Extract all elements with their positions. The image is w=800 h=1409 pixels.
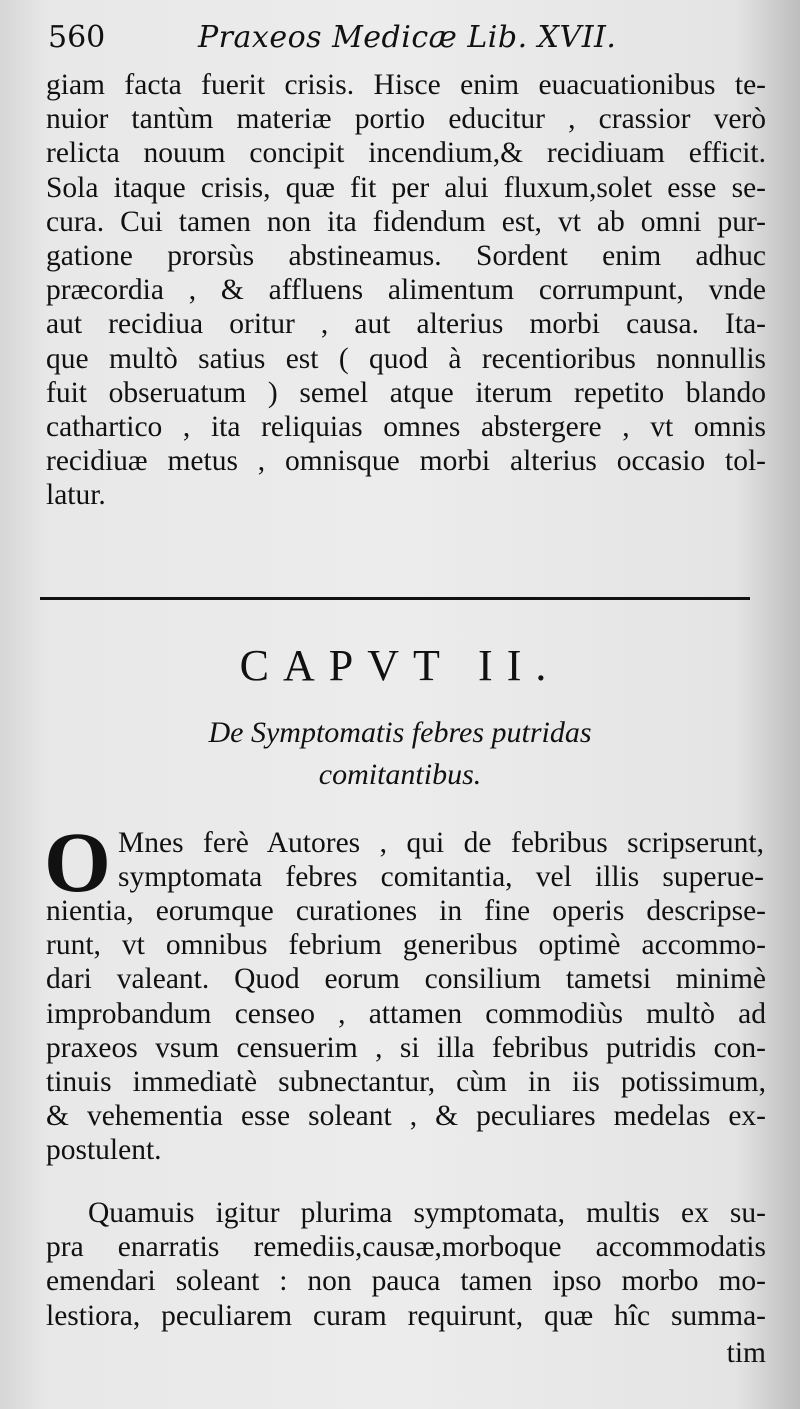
text-line: cathartico , ita reliquias omnes abstergere , vt omnis (46, 411, 766, 444)
text-line: dari valeant. Quod eorum consilium tametsi minimè (46, 963, 766, 996)
paragraph-1 (46, 68, 766, 513)
text-line: gatione prorsùs abstineamus. Sordent enim adhuc (46, 240, 766, 273)
text-line: praxeos vsum censuerim , si illa febribus putridis con- (46, 1031, 766, 1064)
text-line: Quamuis igitur plurima symptomata, multis ex su- (88, 1197, 766, 1229)
chapter-subtitle-continued: comitantibus. (318, 758, 482, 791)
text-line: symptomata febres comitantia, vel illis superue- (118, 861, 764, 894)
text-line: Mnes ferè Autores , qui de febribus scripserunt, (118, 827, 764, 859)
drop-cap-initial: O (44, 814, 111, 910)
running-title: Praxeos Medicæ Lib. XVII. (198, 20, 617, 55)
paragraph-2-indented (118, 826, 764, 894)
text-line: nientia, eorumque curationes in fine operis descripse- (46, 895, 766, 927)
text-line: runt, vt omnibus febrium generibus optimè accommo- (46, 929, 766, 962)
text-line: fuit obseruatum ) semel atque iterum repetito blando (46, 376, 766, 409)
text-line: improbandum censeo , attamen commodiùs multò ad (46, 997, 766, 1030)
text-line: Sola itaque crisis, quæ fit per alui fluxum,solet esse se- (46, 171, 766, 204)
paragraph-2 (46, 894, 766, 1168)
catchword-text: tim (726, 1337, 766, 1369)
catchword (46, 1336, 766, 1370)
text-line: postulent. (46, 1134, 162, 1167)
text-line: aut recidiua oritur , aut alterius morbi causa. Ita- (46, 308, 766, 341)
page-number: 560 (48, 20, 106, 55)
text-line: tinuis immediatè subnectantur, cùm in iis potissimum, (46, 1066, 766, 1099)
text-line: recidiuæ metus , omnisque morbi alterius occasio tol- (46, 445, 766, 478)
chapter-title: CAPVT II. (239, 641, 561, 690)
text-line: cura. Cui tamen non ita fidendum est, vt ab omni pur- (46, 205, 766, 238)
text-line: emendari soleant : non pauca tamen ipso morbo mo- (46, 1265, 766, 1298)
text-line: nuior tantùm materiæ portio educitur , crassior verò (46, 103, 766, 136)
text-line: giam facta fuerit crisis. Hisce enim euacuationibus te- (46, 69, 766, 101)
section-divider (40, 597, 750, 600)
text-line: præcordia , & affluens alimentum corrumpunt, vnde (46, 274, 766, 307)
text-line: latur. (46, 479, 106, 512)
text-line: & vehementia esse soleant , & peculiares medelas ex- (46, 1100, 766, 1133)
text-line: lestiora, peculiarem curam requirunt, quæ hîc summa- (46, 1299, 766, 1332)
text-line: que multò satius est ( quod à recentioribus nonnullis (46, 342, 766, 375)
running-head (48, 20, 738, 60)
text-line: pra enarratis remediis,causæ,morboque accommodatis (46, 1231, 766, 1264)
text-line: relicta nouum concipit incendium,& recidiuam efficit. (46, 137, 766, 170)
paragraph-3 (46, 1196, 766, 1333)
chapter-subtitle: De Symptomatis febres putridas (208, 716, 592, 749)
